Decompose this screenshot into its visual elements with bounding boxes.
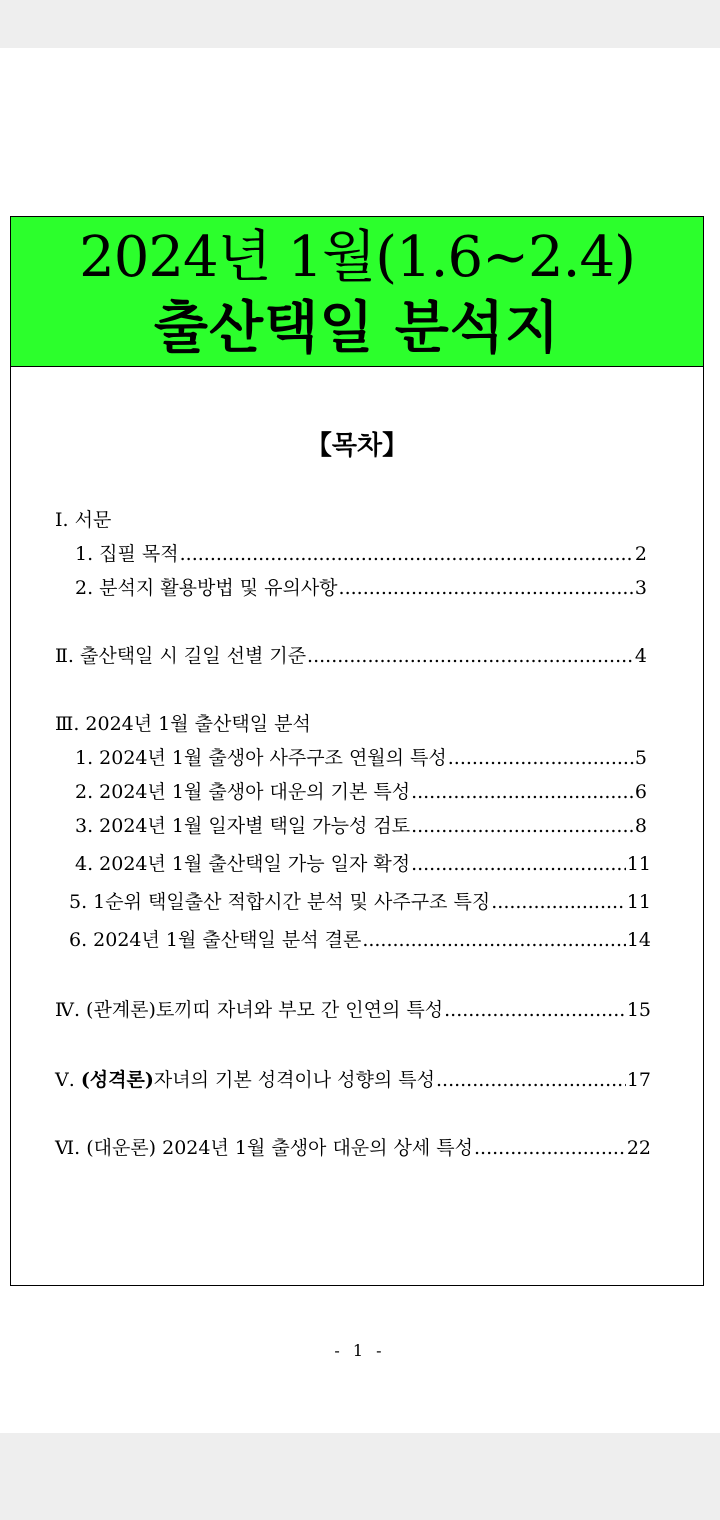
toc-leader-dots <box>444 999 626 1021</box>
toc-leader-dots <box>411 815 634 837</box>
toc-leader-dots <box>436 1069 626 1091</box>
title-line-2: 출산택일 분석지 <box>153 295 561 361</box>
toc-entry-label: 2. 분석지 활용방법 및 유의사항 <box>75 577 338 599</box>
toc-entry-label: Ⅵ. (대운론) 2024년 1월 출생아 대운의 상세 특성 <box>55 1137 474 1159</box>
toc-entry[interactable] <box>75 539 647 566</box>
section-numeral: Ⅴ. <box>55 1069 81 1091</box>
toc-entry-label: 2. 2024년 1월 출생아 대운의 기본 특성 <box>75 781 411 803</box>
toc-entry-page: 11 <box>626 891 651 913</box>
toc-entry-label: 3. 2024년 1월 일자별 택일 가능성 검토 <box>75 815 411 837</box>
toc-leader-dots <box>411 781 634 803</box>
toc-entry-page: 6 <box>634 781 647 803</box>
toc-entry-label: Ⅳ. (관계론)토끼띠 자녀와 부모 간 인연의 특성 <box>55 999 444 1021</box>
toc-section-6[interactable] <box>55 1133 651 1160</box>
toc-leader-dots <box>411 853 626 875</box>
toc-entry-label: 5. 1순위 택일출산 적합시간 분석 및 사주구조 특징 <box>69 891 491 913</box>
toc-leader-dots <box>307 645 634 667</box>
toc-entry-page: 17 <box>626 1069 651 1091</box>
page-number: - 1 - <box>334 1341 386 1360</box>
toc-entry[interactable] <box>75 743 647 770</box>
toc-entry-label: Ⅱ. 출산택일 시 길일 선별 기준 <box>55 645 307 667</box>
toc-leader-dots <box>448 747 634 769</box>
toc-section-4[interactable] <box>55 995 651 1022</box>
toc-entry-label <box>55 1065 435 1092</box>
toc-entry[interactable] <box>69 887 651 914</box>
toc-section-5[interactable] <box>55 1065 651 1092</box>
toc-entry-page: 3 <box>634 577 647 599</box>
toc-entry[interactable] <box>75 849 651 876</box>
toc-entry-page: 11 <box>626 853 651 875</box>
toc-entry[interactable] <box>75 573 647 600</box>
toc-leader-dots <box>491 891 626 913</box>
section-title-rest: 자녀의 기본 성격이나 성향의 특성 <box>153 1069 435 1091</box>
toc-section-1: Ⅰ. 서문 <box>55 509 112 531</box>
toc-entry-page: 4 <box>634 645 647 667</box>
toc-entry-label: 6. 2024년 1월 출산택일 분석 결론 <box>69 929 362 951</box>
document-page <box>0 48 720 1433</box>
section-tag-bold: (성격론) <box>80 1069 154 1091</box>
toc-leader-dots <box>474 1137 626 1159</box>
toc-entry[interactable] <box>69 925 651 952</box>
toc-section-3: Ⅲ. 2024년 1월 출산택일 분석 <box>55 713 311 735</box>
toc-entry-page: 2 <box>634 543 647 565</box>
cover-frame <box>10 216 704 1286</box>
toc-entry-label: 4. 2024년 1월 출산택일 가능 일자 확정 <box>75 853 411 875</box>
toc-entry-label: 1. 2024년 1월 출생아 사주구조 연월의 특성 <box>75 747 447 769</box>
toc-entry-page: 14 <box>626 929 651 951</box>
toc-entry-page: 8 <box>634 815 647 837</box>
toc-entry[interactable] <box>75 811 647 838</box>
toc-section-2[interactable] <box>55 641 647 668</box>
toc-entry[interactable] <box>75 777 647 804</box>
toc-entry-page: 15 <box>626 999 651 1021</box>
toc-entry-page: 5 <box>634 747 647 769</box>
toc-leader-dots <box>180 543 634 565</box>
toc-heading: 【목차】 <box>305 431 409 461</box>
toc-leader-dots <box>339 577 634 599</box>
toc-entry-page: 22 <box>626 1137 651 1159</box>
toc-leader-dots <box>362 929 626 951</box>
title-banner <box>11 217 703 367</box>
title-line-1: 2024년 1월(1.6~2.4) <box>79 225 635 290</box>
toc-entry-label: 1. 집필 목적 <box>75 543 179 565</box>
